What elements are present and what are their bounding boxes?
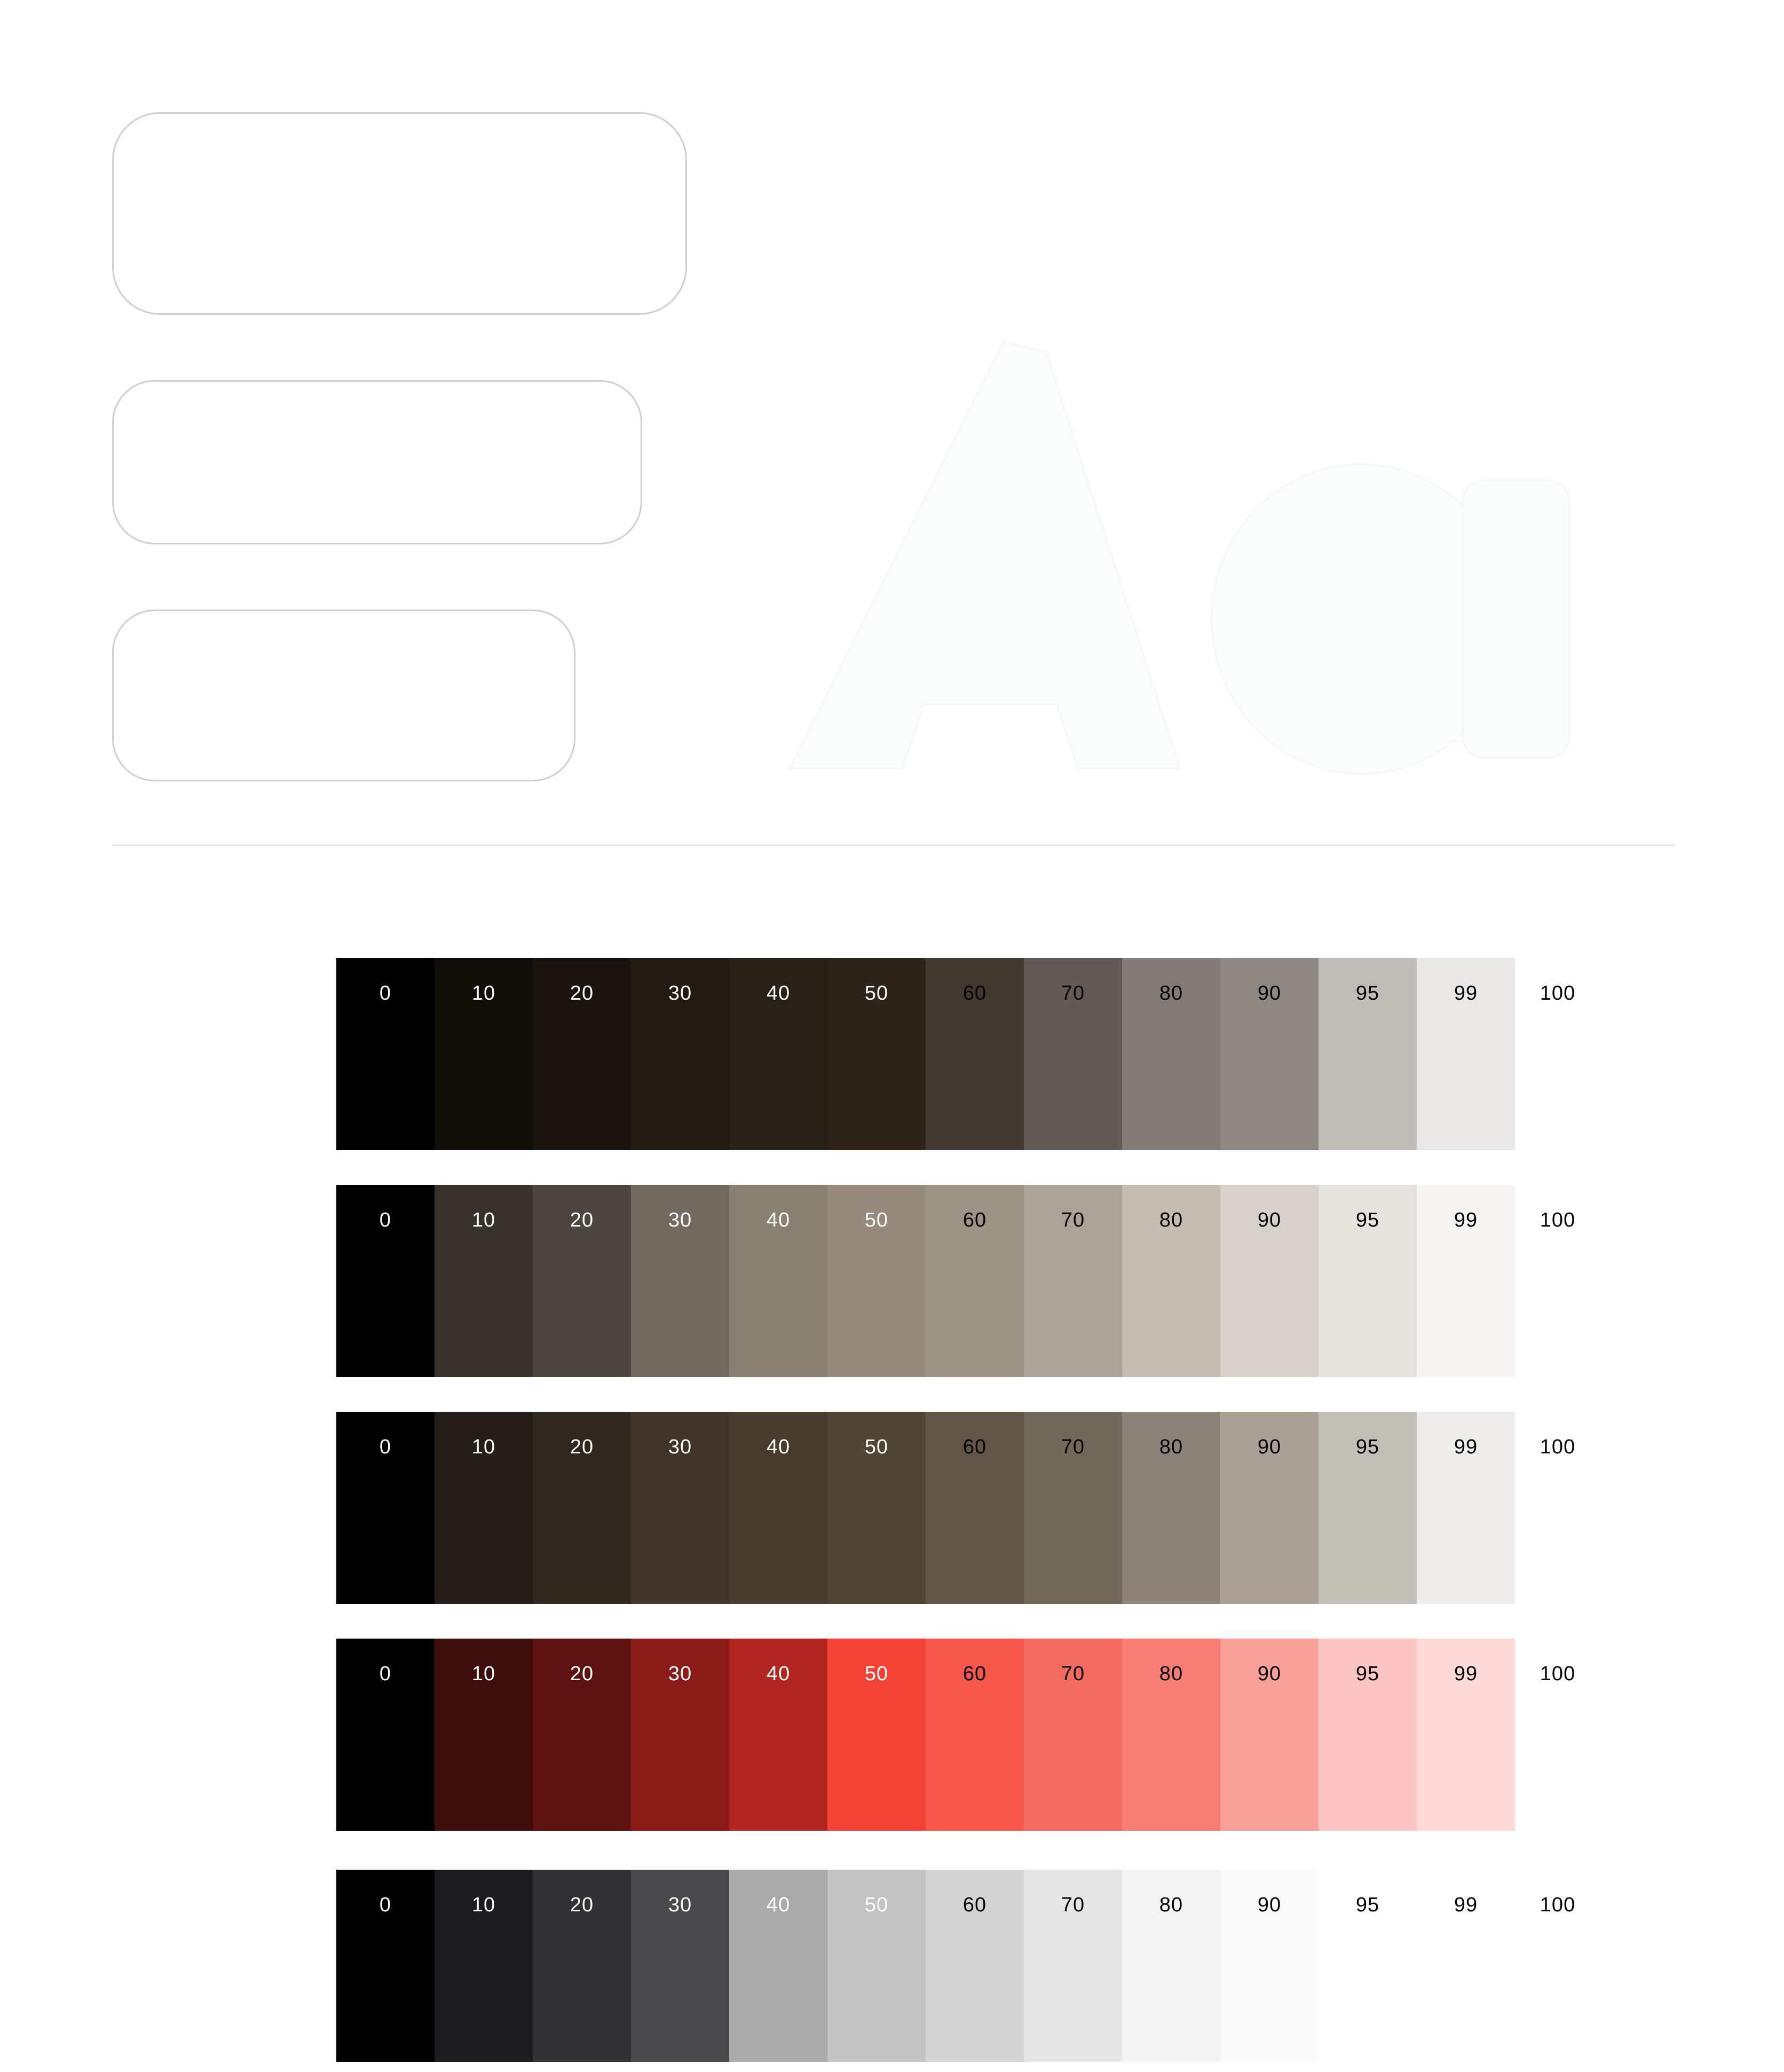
tone-label: 40 xyxy=(766,1209,791,1231)
tone-swatch xyxy=(631,1185,729,1377)
tone-swatch xyxy=(729,1412,827,1604)
tone-label: 95 xyxy=(1355,1436,1380,1458)
tone-swatch xyxy=(1024,1639,1122,1831)
tone-swatch xyxy=(631,958,729,1150)
tone-label: 95 xyxy=(1355,1209,1380,1231)
palette-row xyxy=(336,1639,1708,1831)
tone-label: 20 xyxy=(570,1894,594,1916)
tone-label: 90 xyxy=(1257,1663,1282,1685)
tone-swatch xyxy=(533,1639,631,1831)
tone-swatch xyxy=(1122,1639,1220,1831)
tone-swatch xyxy=(729,958,827,1150)
tone-swatch xyxy=(1319,1639,1417,1831)
tone-label: 20 xyxy=(570,1436,594,1458)
tone-swatch xyxy=(336,958,435,1150)
tone-swatch xyxy=(926,958,1024,1150)
palette-row xyxy=(336,1870,1708,2062)
section-divider xyxy=(112,844,1675,846)
tone-label: 30 xyxy=(668,982,692,1005)
tone-swatch xyxy=(1515,958,1600,1150)
tone-swatch xyxy=(827,958,926,1150)
tone-label: 60 xyxy=(962,1894,987,1916)
tone-swatch xyxy=(533,1870,631,2062)
tone-label: 50 xyxy=(864,1663,889,1685)
tone-label: 40 xyxy=(766,982,791,1005)
tone-label: 60 xyxy=(962,1209,987,1231)
tone-swatch xyxy=(1024,958,1122,1150)
tone-swatch xyxy=(1122,1185,1220,1377)
tone-swatch xyxy=(1220,1412,1319,1604)
tone-label: 99 xyxy=(1454,1663,1478,1685)
tone-label: 100 xyxy=(1540,1663,1576,1685)
tone-swatch xyxy=(1515,1870,1600,2062)
tone-label: 70 xyxy=(1061,1663,1085,1685)
tone-swatch xyxy=(729,1185,827,1377)
tone-label: 95 xyxy=(1355,1663,1380,1685)
tone-label: 100 xyxy=(1540,1436,1576,1458)
tone-swatch xyxy=(926,1412,1024,1604)
tone-swatch xyxy=(926,1639,1024,1831)
tone-label: 99 xyxy=(1454,982,1478,1005)
tone-label: 10 xyxy=(471,1436,496,1458)
tone-swatch xyxy=(1220,958,1319,1150)
tone-label: 50 xyxy=(864,1436,889,1458)
tone-swatch xyxy=(1122,958,1220,1150)
tone-label: 30 xyxy=(668,1436,692,1458)
tone-label: 40 xyxy=(766,1894,791,1916)
tone-label: 50 xyxy=(864,1894,889,1916)
empty-rounded-card-large xyxy=(112,112,687,315)
tone-swatch xyxy=(1122,1412,1220,1604)
tone-swatch xyxy=(1220,1870,1319,2062)
tone-label: 70 xyxy=(1061,1209,1085,1231)
tone-swatch xyxy=(336,1870,435,2062)
faint-logo-watermark xyxy=(747,320,1655,801)
tone-label: 0 xyxy=(379,1894,392,1916)
tone-swatch xyxy=(827,1870,926,2062)
tone-swatch xyxy=(1319,958,1417,1150)
tone-swatch xyxy=(1122,1870,1220,2062)
tone-swatch xyxy=(533,1185,631,1377)
tone-label: 20 xyxy=(570,1663,594,1685)
tone-swatch xyxy=(631,1412,729,1604)
tone-label: 40 xyxy=(766,1663,791,1685)
tone-swatch xyxy=(1024,1870,1122,2062)
tone-label: 90 xyxy=(1257,982,1282,1005)
tone-swatch xyxy=(631,1639,729,1831)
tone-label: 0 xyxy=(379,1663,392,1685)
tone-swatch xyxy=(336,1412,435,1604)
tone-label: 80 xyxy=(1159,1663,1183,1685)
tone-swatch xyxy=(1220,1185,1319,1377)
tone-label: 100 xyxy=(1540,982,1576,1005)
tone-label: 0 xyxy=(379,982,392,1005)
tone-label: 90 xyxy=(1257,1209,1282,1231)
tone-label: 60 xyxy=(962,982,987,1005)
tone-swatch xyxy=(435,1412,533,1604)
tone-swatch xyxy=(1024,1185,1122,1377)
tone-swatch xyxy=(729,1870,827,2062)
tone-swatch xyxy=(1417,958,1515,1150)
tone-label: 10 xyxy=(471,1894,496,1916)
tone-swatch xyxy=(435,1870,533,2062)
tone-swatch xyxy=(631,1870,729,2062)
palette-row xyxy=(336,958,1708,1150)
tone-label: 30 xyxy=(668,1209,692,1231)
tone-swatch xyxy=(1515,1185,1600,1377)
tone-label: 10 xyxy=(471,1209,496,1231)
tone-label: 20 xyxy=(570,982,594,1005)
tone-swatch xyxy=(1220,1639,1319,1831)
tone-label: 20 xyxy=(570,1209,594,1231)
tone-swatch xyxy=(1515,1639,1600,1831)
tone-swatch xyxy=(827,1639,926,1831)
tone-label: 80 xyxy=(1159,982,1183,1005)
tone-label: 80 xyxy=(1159,1209,1183,1231)
tone-label: 80 xyxy=(1159,1894,1183,1916)
tone-label: 99 xyxy=(1454,1894,1478,1916)
tone-label: 70 xyxy=(1061,1894,1085,1916)
tone-label: 90 xyxy=(1257,1894,1282,1916)
palette-row xyxy=(336,1412,1708,1604)
tone-label: 90 xyxy=(1257,1436,1282,1458)
tone-label: 10 xyxy=(471,1663,496,1685)
tone-label: 40 xyxy=(766,1436,791,1458)
tone-label: 99 xyxy=(1454,1209,1478,1231)
empty-rounded-card-medium xyxy=(112,380,642,544)
tone-swatch xyxy=(1319,1185,1417,1377)
tone-swatch xyxy=(1417,1185,1515,1377)
tone-swatch xyxy=(1417,1412,1515,1604)
tone-label: 99 xyxy=(1454,1436,1478,1458)
tone-swatch xyxy=(533,1412,631,1604)
tone-swatch xyxy=(926,1870,1024,2062)
tone-label: 100 xyxy=(1540,1209,1576,1231)
tone-swatch xyxy=(435,958,533,1150)
tone-swatch xyxy=(435,1185,533,1377)
tone-label: 10 xyxy=(471,982,496,1005)
tone-swatch xyxy=(336,1639,435,1831)
tone-label: 80 xyxy=(1159,1436,1183,1458)
tone-swatch xyxy=(926,1185,1024,1377)
tone-swatch xyxy=(1319,1870,1417,2062)
tone-swatch xyxy=(1417,1870,1515,2062)
empty-rounded-card-small xyxy=(112,610,575,781)
tone-swatch xyxy=(533,958,631,1150)
tone-swatch xyxy=(827,1412,926,1604)
palette-row xyxy=(336,1185,1708,1377)
tone-swatch xyxy=(1417,1639,1515,1831)
tone-label: 0 xyxy=(379,1436,392,1458)
tone-swatch xyxy=(1319,1412,1417,1604)
tone-swatch xyxy=(729,1639,827,1831)
tone-label: 60 xyxy=(962,1436,987,1458)
tone-swatch xyxy=(1024,1412,1122,1604)
tone-label: 60 xyxy=(962,1663,987,1685)
tone-label: 50 xyxy=(864,1209,889,1231)
tone-label: 50 xyxy=(864,982,889,1005)
tone-label: 95 xyxy=(1355,1894,1380,1916)
tone-label: 95 xyxy=(1355,982,1380,1005)
tone-label: 100 xyxy=(1540,1894,1576,1916)
tone-label: 0 xyxy=(379,1209,392,1231)
tone-label: 30 xyxy=(668,1894,692,1916)
tone-swatch xyxy=(1515,1412,1600,1604)
tone-swatch xyxy=(827,1185,926,1377)
tone-label: 30 xyxy=(668,1663,692,1685)
tone-label: 70 xyxy=(1061,1436,1085,1458)
tone-label: 70 xyxy=(1061,982,1085,1005)
tone-swatch xyxy=(336,1185,435,1377)
tone-swatch xyxy=(435,1639,533,1831)
